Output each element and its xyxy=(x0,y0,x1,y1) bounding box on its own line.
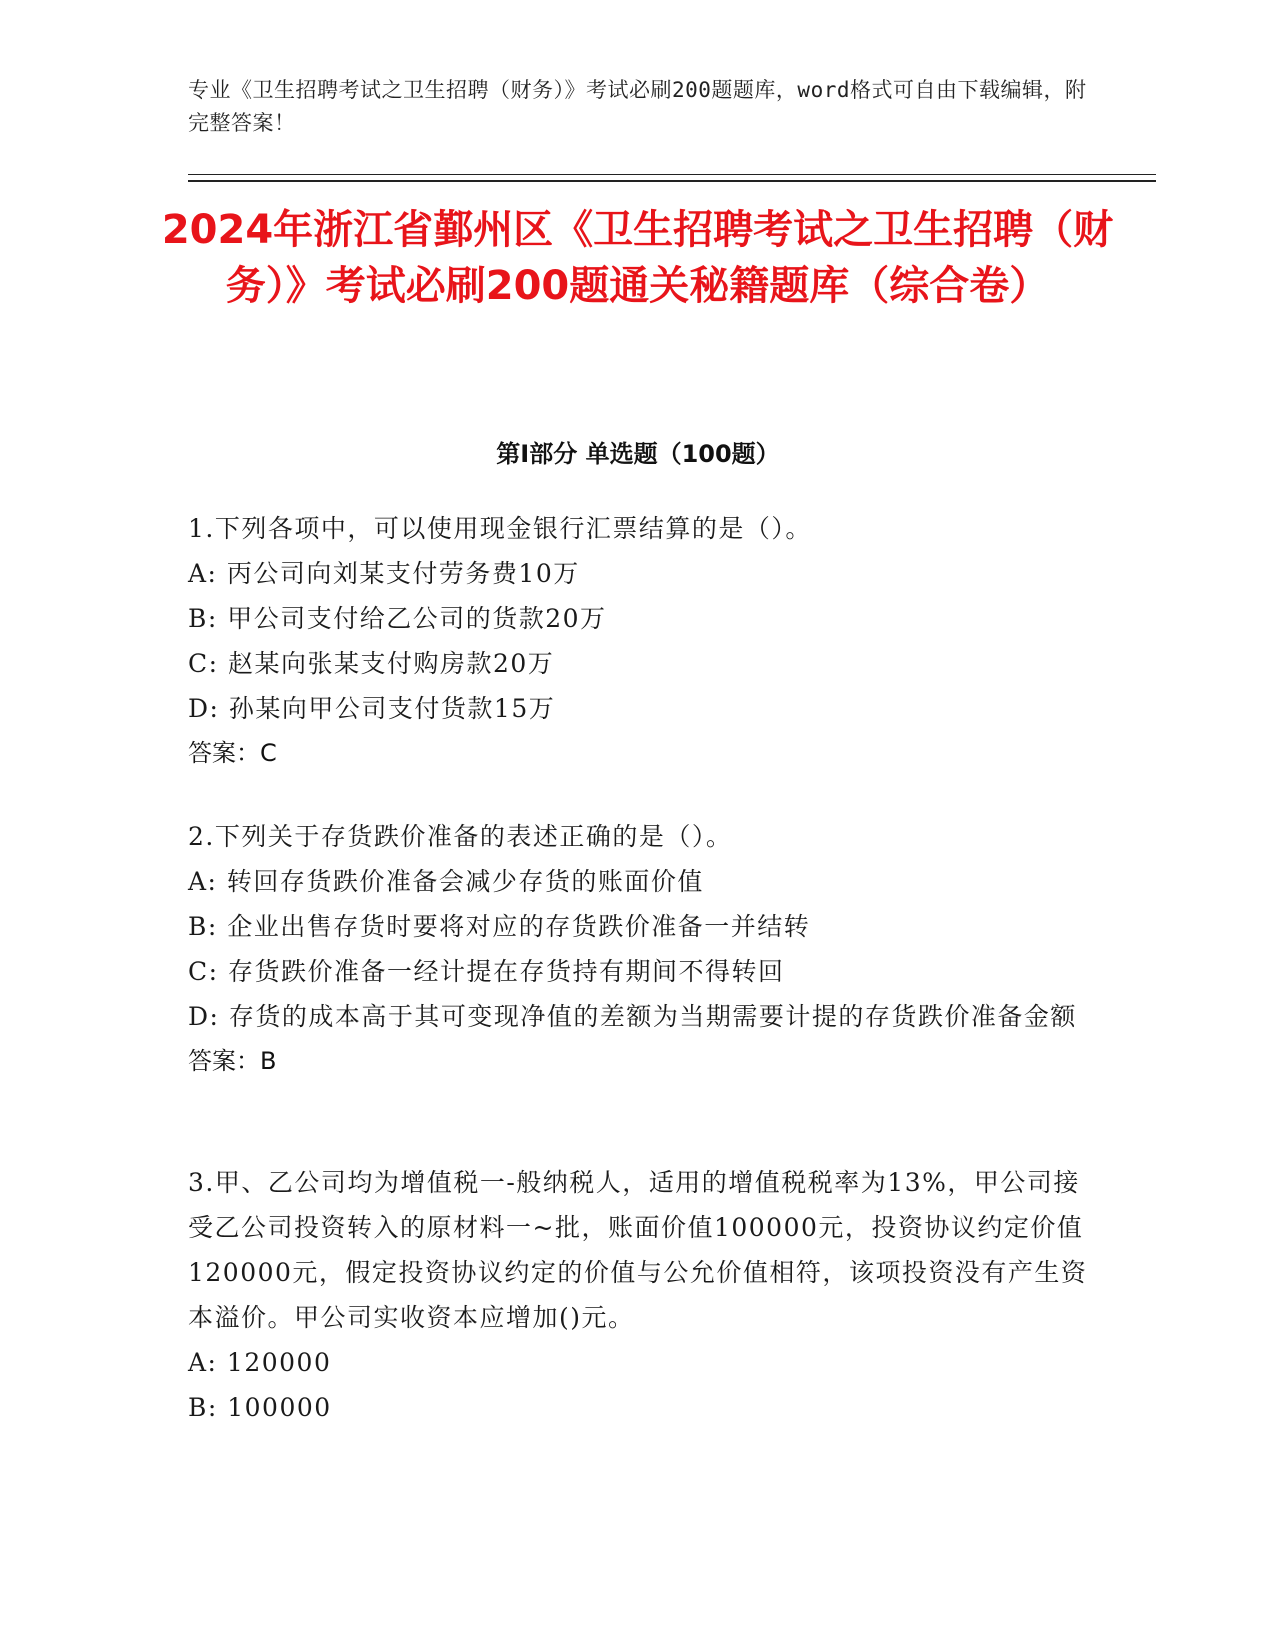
section-title: 第Ⅰ部分 单选题（100题） xyxy=(496,440,780,468)
header-note: 专业《卫生招聘考试之卫生招聘（财务）》考试必刷200题题库，word格式可自由下载编辑，附完整答案！ xyxy=(188,78,1087,135)
option-a: A: 转回存货跌价准备会减少存货的账面价值 xyxy=(188,867,704,896)
option-c: C: 存货跌价准备一经计提在存货持有期间不得转回 xyxy=(188,957,785,986)
option-d: D: 存货的成本高于其可变现净值的差额为当期需要计提的存货跌价准备金额 xyxy=(188,1002,1077,1031)
question-3 xyxy=(188,1160,1088,1430)
option-a: A: 丙公司向刘某支付劳务费10万 xyxy=(188,559,580,588)
header-divider-thick xyxy=(188,180,1156,182)
document-title: 2024年浙江省鄞州区《卫生招聘考试之卫生招聘（财务）》考试必刷200题通关秘籍题库（综合卷） xyxy=(161,207,1114,309)
question-stem: 2.下列关于存货跌价准备的表述正确的是（）。 xyxy=(188,822,733,851)
question-1 xyxy=(188,506,1088,776)
option-d: D: 孙某向甲公司支付货款15万 xyxy=(188,694,556,723)
header-divider-thin xyxy=(188,174,1156,175)
answer: 答案：B xyxy=(188,1047,277,1075)
option-b: B: 企业出售存货时要将对应的存货跌价准备一并结转 xyxy=(188,912,811,941)
question-2 xyxy=(188,814,1088,1084)
option-b: B: 甲公司支付给乙公司的货款20万 xyxy=(188,604,607,633)
answer: 答案：C xyxy=(188,739,277,767)
option-a: A: 120000 xyxy=(188,1348,332,1377)
option-b: B: 100000 xyxy=(188,1393,332,1422)
question-stem: 3.甲、乙公司均为增值税一-般纳税人，适用的增值税税率为13%，甲公司接受乙公司投资转入的原材料一~批，账面价值100000元，投资协议约定价值120000元，假定投资协议约定的价值与公允价值相符，该项投资没有产生资本溢价。甲公司实收资本应增加()元。 xyxy=(188,1168,1088,1332)
question-stem: 1.下列各项中，可以使用现金银行汇票结算的是（）。 xyxy=(188,514,812,543)
option-c: C: 赵某向张某支付购房款20万 xyxy=(188,649,555,678)
